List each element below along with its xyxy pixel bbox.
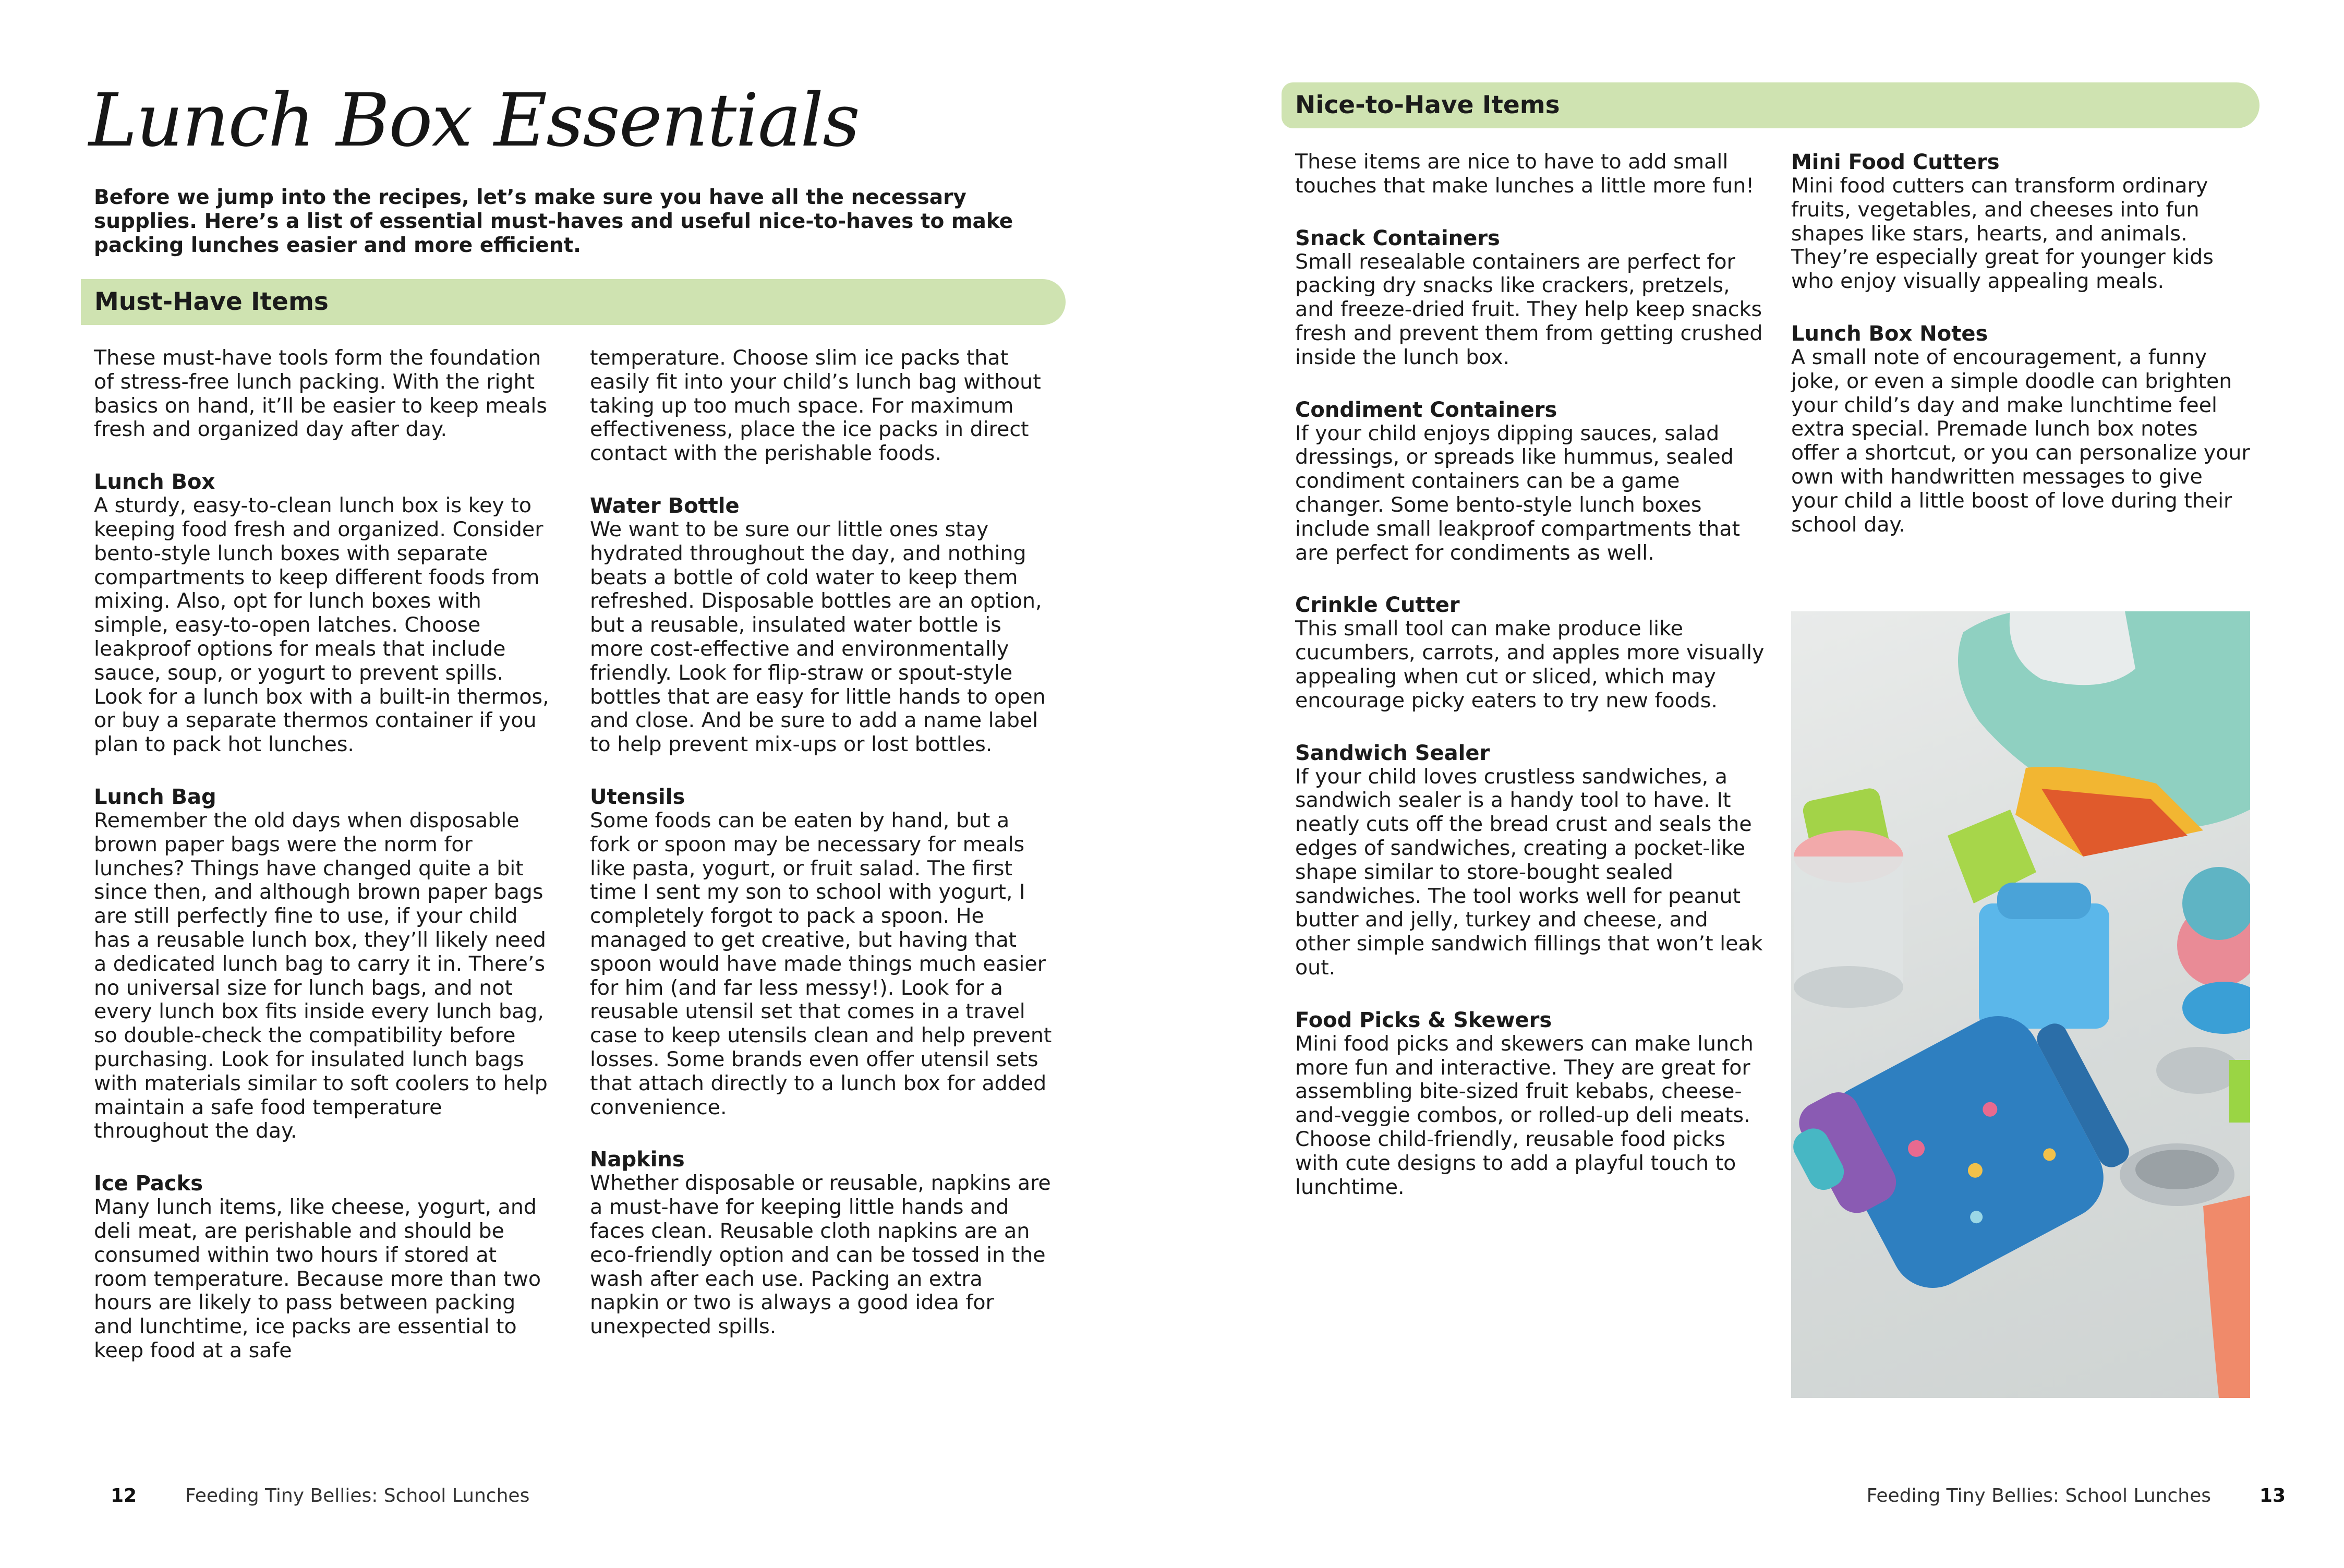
lunch-box-heading: Lunch Box: [94, 470, 215, 494]
condiment-containers-text: If your child enjoys dipping sauces, salad dressings, or spreads like hummus, sealed condiment containers can be a game changer. Some bento-style lunch boxes include small leakproof compartments that are perfect for condiments as well.: [1295, 421, 1741, 565]
lunch-box-notes-text: A small note of encouragement, a funny joke, or even a simple doodle can brighten your child’s day and make lunchtime feel extra special. Premade lunch box notes offer a shortcut, or you can personalize your own with handwritten messages to give your child a little boost of love during their school day.: [1791, 345, 2250, 537]
napkins-heading: Napkins: [590, 1148, 685, 1172]
ice-packs-heading: Ice Packs: [94, 1172, 203, 1196]
water-bottle-text: We want to be sure our little ones stay hydrated throughout the day, and nothing beats a bottle of cold water to keep them refreshed. Disposable bottles are an option, but a reusable, insulated water bottle is more cost-effective and environmentally friendly. Look for flip-straw or spout-style bottles that are easy for little hands to open and close. And be sure to add a name label to help prevent mix-ups or lost bottles.: [590, 517, 1046, 757]
nice-to-have-lead: These items are nice to have to add small touches that make lunches a little more fun!: [1295, 150, 1755, 198]
nice-to-have-heading: Nice-to-Have Items: [1282, 82, 2260, 128]
water-bottle-heading: Water Bottle: [590, 493, 740, 518]
must-have-column-1: [94, 346, 555, 1363]
snack-containers-heading: Snack Containers: [1295, 226, 1500, 250]
must-have-lead: These must-have tools form the foundation of stress-free lunch packing. With the right basics on hand, it’ll be easier to keep meals fresh and organized day after day.: [94, 346, 547, 442]
food-picks-text: Mini food picks and skewers can make lunch more fun and interactive. They are great for assembling bite-sized fruit kebabs, cheese-and-veggie combos, or rolled-up deli meats. Choose child-friendly, reusable food picks with cute designs to add a playful touch to lunchtime.: [1295, 1031, 1754, 1199]
intro-paragraph: Before we jump into the recipes, let’s make sure you have all the necessary supplies. Here’s a list of essential must-haves and useful nice-to-haves to make packing lunches easier and more efficient.: [94, 186, 1013, 257]
ice-packs-text: Many lunch items, like cheese, yogurt, and deli meat, are perishable and should be consumed within two hours if stored at room temperature. Because more than two hours are likely to pass between packing and lunchtime, ice packs are essential to keep food at a safe: [94, 1195, 541, 1362]
food-picks-heading: Food Picks & Skewers: [1295, 1008, 1552, 1032]
utensils-heading: Utensils: [590, 785, 685, 809]
page-number: 13: [2259, 1485, 2286, 1506]
mini-food-cutters-text: Mini food cutters can transform ordinary fruits, vegetables, and cheeses into fun shapes like stars, hearts, and animals. They’re especially great for younger kids who enjoy visually appealing meals.: [1791, 174, 2214, 294]
nice-to-have-column-1: [1295, 150, 1765, 1199]
photo-illustration: [1791, 611, 2250, 1398]
utensils-text: Some foods can be eaten by hand, but a fork or spoon may be necessary for meals like pasta, yogurt, or fruit salad. The first time I sent my son to school with yogurt, I completely forgot to pack a spoon. He managed to get creative, but having that spoon would have made things much easier for him (and far less messy!). Look for a reusable utensil set that comes in a travel case to keep utensils clean and help prevent losses. Some brands even offer utensil sets that attach directly to a lunch box for added convenience.: [590, 808, 1052, 1119]
crinkle-cutter-text: This small tool can make produce like cucumbers, carrots, and apples more visually appealing when cut or sliced, which may encourage picky eaters to try new foods.: [1295, 617, 1765, 713]
napkins-text: Whether disposable or reusable, napkins are a must-have for keeping little hands and faces clean. Reusable cloth napkins are an eco-friendly option and can be tossed in the wash after each use. Packing an extra napkin or two is always a good idea for unexpected spills.: [590, 1171, 1051, 1339]
book-title: Feeding Tiny Bellies: School Lunches: [185, 1485, 530, 1506]
book-title: Feeding Tiny Bellies: School Lunches: [1866, 1485, 2211, 1506]
lunch-box-text: A sturdy, easy-to-clean lunch box is key to keeping food fresh and organized. Consider bento-style lunch boxes with separate compartments to keep different foods from mixing. Also, opt for lunch boxes with simple, easy-to-open latches. Choose leakproof options for meals that include sauce, soup, or yogurt to prevent spills. Look for a lunch box with a built-in thermos, or buy a separate thermos container if you plan to pack hot lunches.: [94, 493, 549, 757]
left-folio: [111, 1485, 529, 1507]
lunch-bag-heading: Lunch Bag: [94, 785, 216, 809]
lunch-bag-text: Remember the old days when disposable brown paper bags were the norm for lunches? Things have changed quite a bit since then, and although brown paper bags are still perfectly fine to use, if your child has a reusable lunch box, they’ll likely need a dedicated lunch bag to carry it in. There’s no universal size for lunch bags, and not every lunch box fits inside every lunch bag, so double-check the compatibility before purchasing. Look for insulated lunch bags with materials similar to soft coolers to help maintain a safe food temperature throughout the day.: [94, 808, 548, 1143]
must-have-heading: Must-Have Items: [81, 279, 1066, 325]
nice-to-have-column-2: [1791, 150, 2250, 537]
sandwich-sealer-text: If your child loves crustless sandwiches, a sandwich sealer is a handy tool to have. It neatly cuts off the bread crust and seals the edges of sandwiches, creating a pocket-like shape similar to store-bought sealed sandwiches. The tool works well for peanut butter and jelly, turkey and cheese, and other simple sandwich fillings that won’t leak out.: [1295, 764, 1763, 980]
crinkle-cutter-heading: Crinkle Cutter: [1295, 593, 1460, 618]
mini-food-cutters-heading: Mini Food Cutters: [1791, 150, 2000, 174]
right-page: [1172, 0, 2344, 1568]
right-folio: [1867, 1485, 2286, 1507]
lunch-supplies-photo: [1791, 611, 2250, 1398]
page-number: 12: [111, 1485, 137, 1506]
condiment-containers-heading: Condiment Containers: [1295, 397, 1557, 422]
must-have-column-2: [590, 346, 1054, 1339]
ice-packs-text-continued: temperature. Choose slim ice packs that easily fit into your child’s lunch bag without taking up too much space. For maximum effectiveness, place the ice packs in direct contact with the perishable foods.: [590, 346, 1041, 466]
sandwich-sealer-heading: Sandwich Sealer: [1295, 741, 1490, 765]
page-title: Lunch Box Essentials: [89, 78, 860, 163]
snack-containers-text: Small resealable containers are perfect for packing dry snacks like crackers, pretzels, and freeze-dried fruit. They help keep snacks fresh and prevent them from getting crushed inside the lunch box.: [1295, 249, 1763, 369]
lunch-box-notes-heading: Lunch Box Notes: [1791, 321, 1988, 346]
